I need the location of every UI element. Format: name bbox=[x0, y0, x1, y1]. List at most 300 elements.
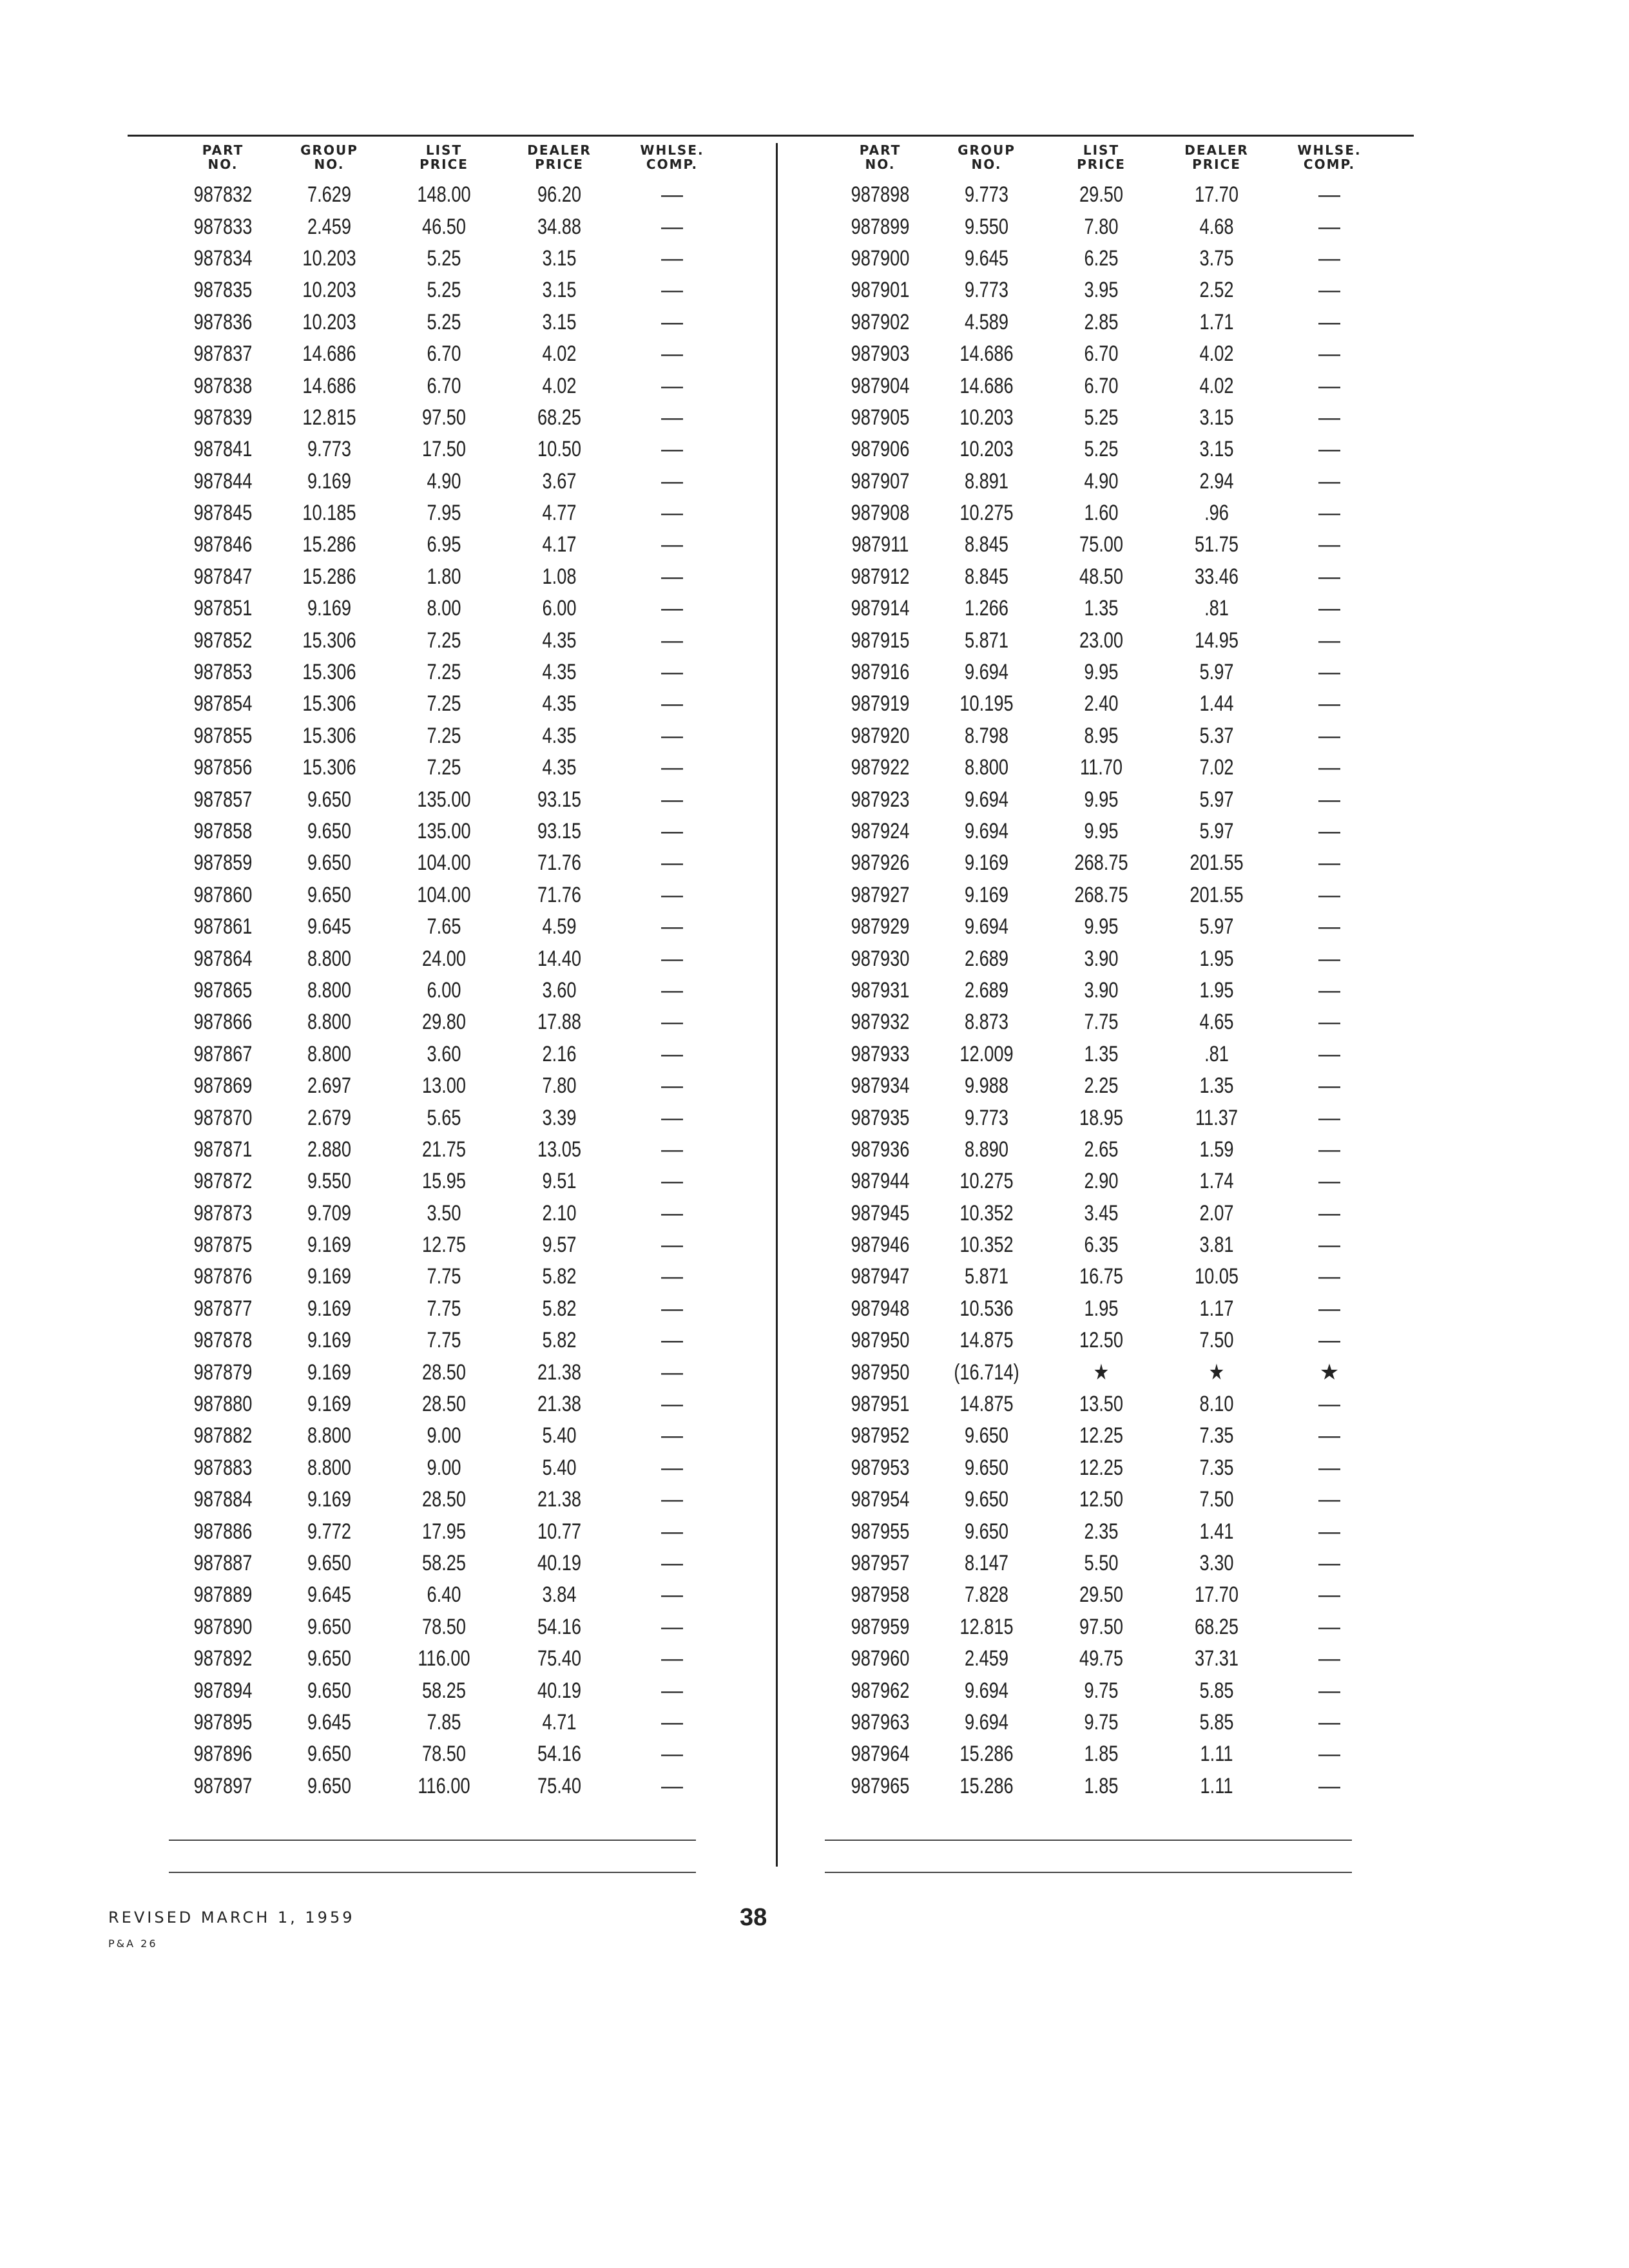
group-no-cell: 9.694 bbox=[964, 660, 1009, 685]
dealer-price-cell: 54.16 bbox=[537, 1742, 582, 1767]
dealer-price-cell: 3.84 bbox=[542, 1582, 577, 1608]
list-price-cell: 7.75 bbox=[427, 1264, 461, 1289]
dealer-price-cell: 1.95 bbox=[1199, 977, 1234, 1003]
table-row bbox=[174, 1325, 727, 1356]
whlse-comp-cell: — bbox=[1318, 1423, 1340, 1448]
table-row bbox=[831, 561, 1384, 593]
group-no-cell: 14.875 bbox=[959, 1392, 1014, 1417]
list-price-cell: 12.75 bbox=[421, 1233, 467, 1258]
part-no-cell: 987889 bbox=[193, 1582, 253, 1608]
list-price-cell: 2.85 bbox=[1084, 309, 1119, 334]
whlse-comp-cell: — bbox=[661, 1169, 683, 1194]
part-no-cell: 987857 bbox=[193, 787, 253, 812]
dealer-price-cell: 1.08 bbox=[542, 564, 577, 589]
group-no-cell: 9.694 bbox=[964, 787, 1009, 812]
part-no-cell: 987856 bbox=[193, 755, 253, 780]
part-no-cell: 987858 bbox=[193, 819, 253, 843]
part-no-cell: 987923 bbox=[851, 787, 910, 812]
list-price-cell: 11.70 bbox=[1079, 755, 1123, 780]
part-no-cell: 987870 bbox=[193, 1105, 253, 1130]
table-row bbox=[174, 1515, 727, 1547]
group-no-cell: 9.650 bbox=[964, 1423, 1009, 1448]
part-no-cell: 987864 bbox=[193, 946, 253, 971]
group-no-cell: 9.694 bbox=[964, 1709, 1009, 1735]
list-price-cell: 5.25 bbox=[427, 278, 461, 303]
list-price-cell: 9.95 bbox=[1084, 660, 1119, 685]
part-no-cell: 987854 bbox=[193, 691, 253, 716]
list-price-cell: 12.50 bbox=[1079, 1487, 1124, 1512]
table-row bbox=[174, 847, 727, 879]
dealer-price-cell: 1.17 bbox=[1199, 1296, 1234, 1321]
group-no-cell: 9.988 bbox=[964, 1073, 1009, 1099]
part-no-cell: 987869 bbox=[193, 1073, 253, 1099]
part-no-cell: 987934 bbox=[851, 1073, 910, 1099]
group-no-cell: 10.352 bbox=[959, 1200, 1014, 1225]
table-row bbox=[831, 529, 1384, 561]
whlse-comp-cell: — bbox=[1318, 819, 1340, 843]
group-no-cell: 9.773 bbox=[964, 182, 1009, 207]
table-row bbox=[174, 1006, 727, 1038]
whlse-comp-cell: — bbox=[661, 596, 683, 621]
whlse-comp-cell: — bbox=[1318, 882, 1340, 907]
table-row bbox=[831, 1134, 1384, 1166]
dealer-price-cell: 3.30 bbox=[1199, 1550, 1234, 1575]
dealer-price-cell: 14.95 bbox=[1194, 628, 1239, 653]
dealer-price-cell: 4.02 bbox=[1199, 373, 1234, 398]
list-price-cell: 104.00 bbox=[417, 850, 471, 876]
table-row bbox=[174, 1707, 727, 1738]
whlse-comp-cell: — bbox=[661, 660, 683, 685]
column-divider bbox=[776, 143, 778, 1867]
table-row bbox=[174, 211, 727, 242]
group-no-cell: 15.306 bbox=[302, 628, 356, 653]
dealer-price-cell: 3.15 bbox=[542, 245, 577, 271]
whlse-comp-cell: — bbox=[661, 1200, 683, 1225]
list-price-cell: 78.50 bbox=[421, 1614, 467, 1639]
table-row bbox=[174, 657, 727, 688]
group-no-cell: 9.645 bbox=[307, 914, 352, 939]
whlse-comp-cell: — bbox=[661, 532, 683, 557]
table-row bbox=[831, 1166, 1384, 1197]
dealer-price-cell: 14.40 bbox=[537, 946, 582, 971]
table-row bbox=[831, 783, 1384, 815]
group-no-cell: 9.169 bbox=[307, 1487, 352, 1512]
part-no-cell: 987954 bbox=[851, 1487, 910, 1512]
part-no-cell: 987958 bbox=[851, 1582, 910, 1608]
table-row bbox=[831, 370, 1384, 401]
dealer-price-cell: 6.00 bbox=[542, 596, 577, 621]
part-no-cell: 987929 bbox=[851, 914, 910, 939]
part-no-cell: 987892 bbox=[193, 1646, 253, 1671]
part-no-cell: 987846 bbox=[193, 532, 253, 557]
table-row bbox=[831, 688, 1384, 720]
dealer-price-cell: 1.35 bbox=[1199, 1073, 1234, 1099]
table-row bbox=[831, 1070, 1384, 1102]
group-no-cell: 7.828 bbox=[964, 1582, 1009, 1608]
part-no-cell: 987851 bbox=[193, 596, 253, 621]
group-no-cell: 10.275 bbox=[959, 1169, 1014, 1194]
part-no-cell: 987898 bbox=[851, 182, 910, 207]
whlse-comp-cell: — bbox=[1318, 405, 1340, 430]
group-no-cell: 9.773 bbox=[307, 437, 352, 462]
list-price-cell: 4.90 bbox=[427, 468, 461, 494]
part-no-cell: 987931 bbox=[851, 977, 910, 1003]
group-no-cell: 2.689 bbox=[964, 946, 1009, 971]
whlse-comp-cell: — bbox=[1318, 1582, 1340, 1608]
header-part-no: PART NO. bbox=[202, 142, 244, 172]
dealer-price-cell: 34.88 bbox=[537, 214, 582, 239]
header-group-no: GROUP NO. bbox=[300, 142, 358, 172]
table-row bbox=[831, 1643, 1384, 1675]
right-price-table bbox=[831, 143, 1384, 1802]
dealer-price-cell: 4.35 bbox=[542, 660, 577, 685]
list-price-cell: 135.00 bbox=[417, 819, 471, 843]
part-no-cell: 987878 bbox=[193, 1328, 253, 1353]
whlse-comp-cell: — bbox=[1318, 1105, 1340, 1130]
part-no-cell: 987852 bbox=[193, 628, 253, 653]
part-no-cell: 987915 bbox=[851, 628, 910, 653]
whlse-comp-cell: ★ bbox=[1319, 1360, 1340, 1385]
table-row bbox=[174, 434, 727, 465]
dealer-price-cell: 3.15 bbox=[1199, 437, 1234, 462]
list-price-cell: 1.35 bbox=[1084, 1041, 1119, 1066]
group-no-cell: 10.203 bbox=[302, 309, 356, 334]
whlse-comp-cell: — bbox=[661, 278, 683, 303]
whlse-comp-cell: — bbox=[661, 850, 683, 876]
dealer-price-cell: 2.07 bbox=[1199, 1200, 1234, 1225]
whlse-comp-cell: — bbox=[1318, 1137, 1340, 1162]
group-no-cell: 14.686 bbox=[302, 373, 356, 398]
group-no-cell: 2.459 bbox=[307, 214, 352, 239]
table-row bbox=[831, 1102, 1384, 1133]
dealer-price-cell: 4.77 bbox=[542, 501, 577, 526]
whlse-comp-cell: — bbox=[1318, 787, 1340, 812]
list-price-cell: 268.75 bbox=[1074, 850, 1128, 876]
whlse-comp-cell: — bbox=[661, 1614, 683, 1639]
left-price-table bbox=[174, 143, 727, 1802]
table-row bbox=[831, 1198, 1384, 1229]
part-no-cell: 987926 bbox=[851, 850, 910, 876]
part-no-cell: 987890 bbox=[193, 1614, 253, 1639]
dealer-price-cell: .96 bbox=[1204, 501, 1229, 526]
whlse-comp-cell: — bbox=[1318, 468, 1340, 494]
group-no-cell: 9.772 bbox=[307, 1519, 352, 1544]
table-row bbox=[174, 1452, 727, 1484]
dealer-price-cell: 5.97 bbox=[1199, 660, 1234, 685]
whlse-comp-cell: — bbox=[1318, 1041, 1340, 1066]
right-footer-rule bbox=[825, 1872, 1352, 1873]
dealer-price-cell: 4.35 bbox=[542, 691, 577, 716]
table-row bbox=[174, 593, 727, 624]
list-price-cell: 78.50 bbox=[421, 1742, 467, 1767]
right-footer-rule bbox=[825, 1840, 1352, 1841]
list-price-cell: 3.45 bbox=[1084, 1200, 1119, 1225]
whlse-comp-cell: — bbox=[661, 1010, 683, 1035]
dealer-price-cell: 3.15 bbox=[542, 309, 577, 334]
list-price-cell: 97.50 bbox=[421, 405, 467, 430]
table-row bbox=[174, 529, 727, 561]
header-list-price: LIST PRICE bbox=[419, 142, 468, 172]
table-row bbox=[174, 1166, 727, 1197]
part-no-cell: 987896 bbox=[193, 1742, 253, 1767]
list-price-cell: 9.75 bbox=[1084, 1678, 1119, 1703]
whlse-comp-cell: — bbox=[1318, 309, 1340, 334]
table-row bbox=[174, 1293, 727, 1325]
part-no-cell: 987855 bbox=[193, 723, 253, 748]
list-price-cell: 3.50 bbox=[427, 1200, 461, 1225]
part-no-cell: 987838 bbox=[193, 373, 253, 398]
part-no-cell: 987951 bbox=[851, 1392, 910, 1417]
dealer-price-cell: 21.38 bbox=[537, 1360, 582, 1385]
whlse-comp-cell: — bbox=[1318, 1773, 1340, 1798]
dealer-price-cell: 51.75 bbox=[1194, 532, 1239, 557]
list-price-cell: 7.25 bbox=[427, 691, 461, 716]
group-no-cell: 9.645 bbox=[307, 1582, 352, 1608]
part-no-cell: 987960 bbox=[851, 1646, 910, 1671]
group-no-cell: 8.891 bbox=[964, 468, 1009, 494]
whlse-comp-cell: — bbox=[1318, 755, 1340, 780]
table-row bbox=[174, 879, 727, 911]
table-row bbox=[831, 1771, 1384, 1802]
table-row bbox=[174, 370, 727, 401]
group-no-cell: 2.459 bbox=[964, 1646, 1009, 1671]
whlse-comp-cell: — bbox=[1318, 1233, 1340, 1258]
dealer-price-cell: 4.17 bbox=[542, 532, 577, 557]
list-price-cell: 24.00 bbox=[421, 946, 467, 971]
table-row bbox=[831, 911, 1384, 943]
part-no-cell: 987957 bbox=[851, 1550, 910, 1575]
whlse-comp-cell: — bbox=[661, 977, 683, 1003]
part-no-cell: 987900 bbox=[851, 245, 910, 271]
list-price-cell: 7.80 bbox=[1084, 214, 1119, 239]
table-row bbox=[831, 243, 1384, 274]
list-price-cell: 5.25 bbox=[1084, 437, 1119, 462]
whlse-comp-cell: — bbox=[661, 1264, 683, 1289]
whlse-comp-cell: — bbox=[661, 628, 683, 653]
part-no-cell: 987886 bbox=[193, 1519, 253, 1544]
part-no-cell: 987880 bbox=[193, 1392, 253, 1417]
whlse-comp-cell: — bbox=[661, 787, 683, 812]
group-no-cell: 9.650 bbox=[307, 819, 352, 843]
part-no-cell: 987844 bbox=[193, 468, 253, 494]
table-row bbox=[831, 211, 1384, 242]
dealer-price-cell: 4.71 bbox=[542, 1709, 577, 1735]
part-no-cell: 987947 bbox=[851, 1264, 910, 1289]
group-no-cell: 8.798 bbox=[964, 723, 1009, 748]
list-price-cell: 6.70 bbox=[427, 341, 461, 367]
table-row bbox=[831, 1452, 1384, 1484]
whlse-comp-cell: — bbox=[1318, 723, 1340, 748]
dealer-price-cell: 5.82 bbox=[542, 1328, 577, 1353]
table-row bbox=[174, 1102, 727, 1133]
dealer-price-cell: 4.35 bbox=[542, 755, 577, 780]
whlse-comp-cell: — bbox=[661, 437, 683, 462]
whlse-comp-cell: — bbox=[1318, 1709, 1340, 1735]
dealer-price-cell: 9.57 bbox=[542, 1233, 577, 1258]
group-no-cell: 8.800 bbox=[307, 1041, 352, 1066]
whlse-comp-cell: — bbox=[661, 691, 683, 716]
part-no-cell: 987953 bbox=[851, 1455, 910, 1480]
left-table-body bbox=[174, 179, 727, 1802]
dealer-price-cell: 7.50 bbox=[1199, 1328, 1234, 1353]
group-no-cell: 10.352 bbox=[959, 1233, 1014, 1258]
group-no-cell: 15.286 bbox=[302, 564, 356, 589]
table-row bbox=[831, 1515, 1384, 1547]
whlse-comp-cell: — bbox=[661, 1773, 683, 1798]
table-row bbox=[831, 1293, 1384, 1325]
group-no-cell: 2.697 bbox=[307, 1073, 352, 1099]
list-price-cell: 9.95 bbox=[1084, 914, 1119, 939]
group-no-cell: 9.650 bbox=[307, 1773, 352, 1798]
whlse-comp-cell: — bbox=[1318, 1010, 1340, 1035]
dealer-price-cell: 4.02 bbox=[542, 341, 577, 367]
list-price-cell: 2.90 bbox=[1084, 1169, 1119, 1194]
table-row bbox=[831, 1039, 1384, 1070]
group-no-cell: 12.815 bbox=[302, 405, 356, 430]
whlse-comp-cell: — bbox=[661, 1550, 683, 1575]
part-no-cell: 987895 bbox=[193, 1709, 253, 1735]
part-no-cell: 987865 bbox=[193, 977, 253, 1003]
dealer-price-cell: .81 bbox=[1204, 1041, 1229, 1066]
revision-date: REVISED MARCH 1, 1959 bbox=[108, 1908, 355, 1927]
table-row bbox=[174, 816, 727, 847]
whlse-comp-cell: — bbox=[1318, 914, 1340, 939]
whlse-comp-cell: — bbox=[661, 755, 683, 780]
group-no-cell: 8.845 bbox=[964, 564, 1009, 589]
list-price-cell: 3.90 bbox=[1084, 977, 1119, 1003]
whlse-comp-cell: — bbox=[661, 1328, 683, 1353]
list-price-cell: 9.00 bbox=[427, 1423, 461, 1448]
whlse-comp-cell: — bbox=[1318, 1455, 1340, 1480]
table-row bbox=[174, 1356, 727, 1388]
dealer-price-cell: 4.68 bbox=[1199, 214, 1234, 239]
list-price-cell: 1.35 bbox=[1084, 596, 1119, 621]
table-row bbox=[174, 1198, 727, 1229]
form-code: P&A 26 bbox=[108, 1937, 158, 1950]
list-price-cell: 9.75 bbox=[1084, 1709, 1119, 1735]
part-no-cell: 987875 bbox=[193, 1233, 253, 1258]
dealer-price-cell: 4.02 bbox=[1199, 341, 1234, 367]
part-no-cell: 987946 bbox=[851, 1233, 910, 1258]
list-price-cell: 6.35 bbox=[1084, 1233, 1119, 1258]
whlse-comp-cell: — bbox=[1318, 1328, 1340, 1353]
table-row bbox=[831, 1420, 1384, 1452]
left-footer-rule bbox=[169, 1872, 696, 1873]
group-no-cell: 15.306 bbox=[302, 660, 356, 685]
dealer-price-cell: 1.74 bbox=[1199, 1169, 1234, 1194]
table-row bbox=[831, 466, 1384, 497]
list-price-cell: 75.00 bbox=[1079, 532, 1124, 557]
table-row bbox=[831, 338, 1384, 370]
list-price-cell: 1.95 bbox=[1084, 1296, 1119, 1321]
whlse-comp-cell: — bbox=[1318, 628, 1340, 653]
table-row bbox=[831, 943, 1384, 974]
group-no-cell: 5.871 bbox=[964, 1264, 1009, 1289]
whlse-comp-cell: — bbox=[661, 1392, 683, 1417]
whlse-comp-cell: — bbox=[1318, 946, 1340, 971]
table-row bbox=[831, 1738, 1384, 1770]
list-price-cell: 2.25 bbox=[1084, 1073, 1119, 1099]
group-no-cell: 9.169 bbox=[307, 1233, 352, 1258]
group-no-cell: 9.650 bbox=[964, 1519, 1009, 1544]
list-price-cell: 7.75 bbox=[1084, 1010, 1119, 1035]
part-no-cell: 987911 bbox=[851, 532, 909, 557]
table-row bbox=[174, 466, 727, 497]
whlse-comp-cell: — bbox=[661, 341, 683, 367]
group-no-cell: 9.650 bbox=[307, 850, 352, 876]
group-no-cell: 9.650 bbox=[964, 1487, 1009, 1512]
list-price-cell: 23.00 bbox=[1079, 628, 1124, 653]
whlse-comp-cell: — bbox=[1318, 437, 1340, 462]
group-no-cell: 9.550 bbox=[964, 214, 1009, 239]
table-row bbox=[831, 1675, 1384, 1706]
list-price-cell: 7.75 bbox=[427, 1296, 461, 1321]
whlse-comp-cell: — bbox=[661, 1296, 683, 1321]
list-price-cell: 3.60 bbox=[427, 1041, 461, 1066]
table-row bbox=[831, 1229, 1384, 1261]
header-group-no: GROUP NO. bbox=[958, 142, 1016, 172]
part-no-cell: 987872 bbox=[193, 1169, 253, 1194]
table-row bbox=[174, 1039, 727, 1070]
table-row bbox=[831, 1707, 1384, 1738]
part-no-cell: 987836 bbox=[193, 309, 253, 334]
part-no-cell: 987860 bbox=[193, 882, 253, 907]
list-price-cell: ★ bbox=[1093, 1360, 1110, 1385]
dealer-price-cell: 40.19 bbox=[537, 1678, 582, 1703]
part-no-cell: 987902 bbox=[851, 309, 910, 334]
dealer-price-cell: 33.46 bbox=[1194, 564, 1239, 589]
group-no-cell: 9.709 bbox=[307, 1200, 352, 1225]
list-price-cell: 58.25 bbox=[421, 1550, 467, 1575]
whlse-comp-cell: — bbox=[1318, 1487, 1340, 1512]
dealer-price-cell: 5.85 bbox=[1199, 1678, 1234, 1703]
group-no-cell: 10.185 bbox=[302, 501, 356, 526]
whlse-comp-cell: — bbox=[661, 245, 683, 271]
list-price-cell: 2.35 bbox=[1084, 1519, 1119, 1544]
list-price-cell: 13.50 bbox=[1079, 1392, 1124, 1417]
part-no-cell: 987861 bbox=[193, 914, 253, 939]
table-row bbox=[174, 720, 727, 752]
header-whlse-comp: WHLSE. COMP. bbox=[640, 142, 704, 172]
whlse-comp-cell: — bbox=[661, 1423, 683, 1448]
dealer-price-cell: 17.88 bbox=[537, 1010, 582, 1035]
group-no-cell: 8.800 bbox=[307, 946, 352, 971]
whlse-comp-cell: — bbox=[661, 182, 683, 207]
part-no-cell: 987901 bbox=[851, 278, 910, 303]
table-row bbox=[831, 1261, 1384, 1293]
dealer-price-cell: 75.40 bbox=[537, 1646, 582, 1671]
dealer-price-cell: .81 bbox=[1204, 596, 1229, 621]
list-price-cell: 5.50 bbox=[1084, 1550, 1119, 1575]
part-no-cell: 987919 bbox=[851, 691, 910, 716]
group-no-cell: 9.169 bbox=[307, 1264, 352, 1289]
table-row bbox=[831, 1579, 1384, 1611]
part-no-cell: 987853 bbox=[193, 660, 253, 685]
table-row bbox=[174, 1548, 727, 1579]
part-no-cell: 987897 bbox=[193, 1773, 253, 1798]
part-no-cell: 987906 bbox=[851, 437, 910, 462]
group-no-cell: (16.714) bbox=[954, 1360, 1019, 1385]
group-no-cell: 15.306 bbox=[302, 723, 356, 748]
part-no-cell: 987841 bbox=[193, 437, 253, 462]
dealer-price-cell: ★ bbox=[1208, 1360, 1225, 1385]
table-row bbox=[174, 1070, 727, 1102]
group-no-cell: 9.694 bbox=[964, 914, 1009, 939]
group-no-cell: 9.694 bbox=[964, 1678, 1009, 1703]
dealer-price-cell: 7.35 bbox=[1199, 1423, 1234, 1448]
dealer-price-cell: 9.51 bbox=[542, 1169, 577, 1194]
table-row bbox=[174, 943, 727, 974]
